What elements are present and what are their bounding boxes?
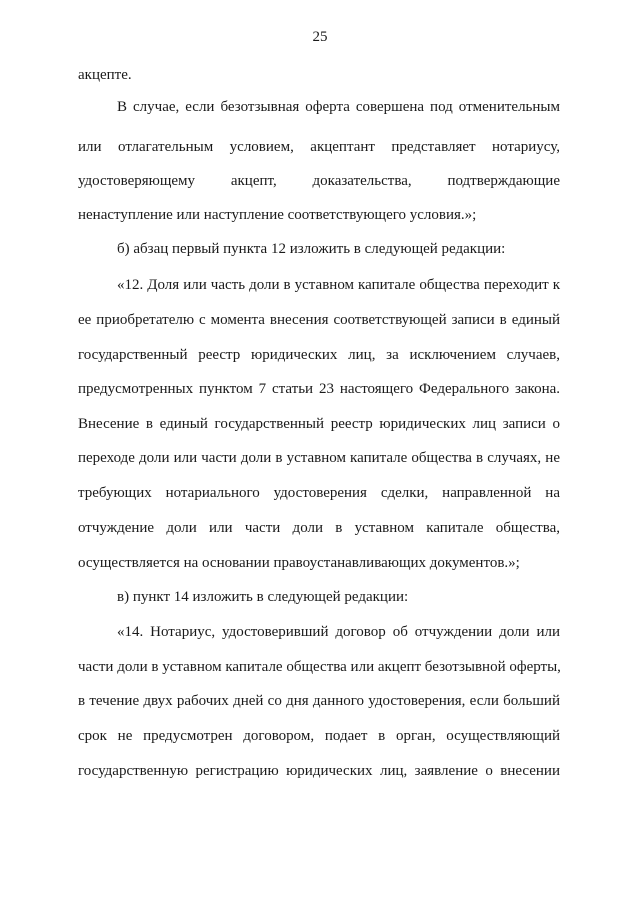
text-line: отчуждение доли или части доли в уставном капитале общества, [78,520,560,536]
text-line: осуществляется на основании правоустанавливающих документов.»; [78,555,520,571]
text-line: государственный реестр юридических лиц, за исключением случаев, [78,347,560,363]
text-line: в) пункт 14 изложить в следующей редакции: [117,589,409,605]
text-line: государственную регистрацию юридических лиц, заявление о внесении [78,763,560,779]
text-line: удостоверяющему акцепт, доказательства, подтверждающие [78,173,560,189]
page-number: 25 [312,29,328,45]
text-line: или отлагательным условием, акцептант представляет нотариусу, [78,139,560,155]
text-line: предусмотренных пунктом 7 статьи 23 настоящего Федерального закона. [78,381,560,397]
text-line: акцепте. [78,67,132,83]
text-line: срок не предусмотрен договором, подает в орган, осуществляющий [78,728,560,744]
text-line: переходе доли или части доли в уставном капитале общества в случаях, не [78,450,560,466]
text-line: Внесение в единый государственный реестр юридических лиц записи о [78,416,560,432]
text-line: части доли в уставном капитале общества или акцепт безотзывной оферты, [78,659,561,675]
text-line: ненаступление или наступление соответствующего условия.»; [78,207,477,223]
text-line: б) абзац первый пункта 12 изложить в следующей редакции: [117,241,506,257]
text-line: ее приобретателю с момента внесения соответствующей записи в единый [78,312,560,328]
text-line: «12. Доля или часть доли в уставном капитале общества переходит к [117,277,560,293]
text-line: В случае, если безотзывная оферта совершена под отменительным [117,99,560,115]
text-line: «14. Нотариус, удостоверивший договор об отчуждении доли или [117,624,560,640]
text-line: в течение двух рабочих дней со дня данного удостоверения, если больший [78,693,560,709]
text-line: требующих нотариального удостоверения сделки, направленной на [78,485,560,501]
